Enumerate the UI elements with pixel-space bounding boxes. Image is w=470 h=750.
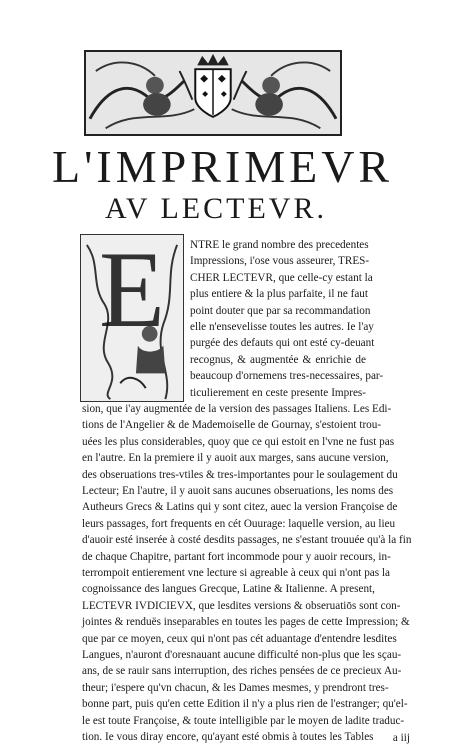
text-line: leurs passages, fort frequents en cét Ouurage: laquelle version, au lieu xyxy=(82,517,396,530)
text-line: purgée des defauts qui ont esté cy-deuant xyxy=(190,337,375,350)
text-line: Langues, n'auront d'oresnauant aucune difficulté non-plus que les sçau- xyxy=(82,649,402,661)
text-line: CHER LECTEVR, que celle-cy estant la xyxy=(190,271,373,284)
text-line: Autheurs Grecs & Latins qui y sont citez, auec la version Françoise de xyxy=(82,501,398,514)
text-line: de chaque Chapitre, partant fort incommode pour y auoir recours, in- xyxy=(82,550,391,563)
text-line: beaucoup d'ornemens tres-necessaires, par- xyxy=(190,370,384,383)
text-line: bonne part, puis qu'en cette Edition il n'y a plus rien de l'estranger; qu'el- xyxy=(82,698,408,711)
text-line: tion. Ie vous diray encore, qu'ayant esté obmis à toutes les Tables xyxy=(82,731,374,743)
page-subtitle: AV LECTEVR. xyxy=(105,192,327,225)
text-line: ticulierement en ceste presente Impres- xyxy=(190,386,366,399)
text-line: elle n'ensevelisse toutes les autres. Ie l'ay xyxy=(190,321,374,333)
text-line: Lecteur; En l'autre, il y auoit sans aucunes obseruations, les noms des xyxy=(82,485,394,497)
text-line: ans, de se rauir sans interruption, des riches pensées de ce precieux Au- xyxy=(82,665,402,678)
text-line: uées les plus considerables, quoy que ce qui estoit en l'vne ne fust pas xyxy=(82,435,395,448)
text-line: que par ce moyen, ceux qui n'ont pas cét aduantage d'entendre lesdites xyxy=(82,632,397,645)
text-line: NTRE le grand nombre des precedentes xyxy=(190,239,369,251)
text-line: cognoissance des langues Grecque, Latine & Italienne. A present, xyxy=(82,583,375,596)
text-line: terrompoit entierement vne lecture si agreable à ceux qui n'ont pas la xyxy=(82,567,390,579)
text-line: des obseruations tres-vtiles & tres-importantes pour le soulagement du xyxy=(82,468,398,481)
text-line: le est toute Françoise, & toute intelligible par le moyen de ladite traduc- xyxy=(82,714,405,727)
text-line: Impressions, i'ose vous asseurer, TRES- xyxy=(190,255,370,268)
text-line: point douter que par sa recommandation xyxy=(190,304,371,317)
text-line: LECTEVR IVDICIEVX, que lesdites versions & obseruatiōs sont con- xyxy=(82,599,401,612)
text-line: en l'autre. En la premiere il y auoit aux marges, sans aucune version, xyxy=(82,452,389,465)
text-line: plus entiere & la plus parfaite, il ne faut xyxy=(190,288,369,301)
page-title: L'IMPRIMEVR xyxy=(52,141,394,192)
decorated-initial xyxy=(80,234,184,402)
svg-text:E: E xyxy=(99,235,165,350)
text-line: recognus, & augmentée & enrichie de xyxy=(190,353,366,366)
text-line: theur; i'espere qu'vn chacun, & les Dames mesmes, y prendront tres- xyxy=(82,681,389,694)
text-line: tions de l'Angelier & de Mademoiselle de Gournay, s'estoient trou- xyxy=(82,419,382,432)
text-line: d'auoir esté inserée à costé desdits passages, ne s'estant trouuée qu'à la fin xyxy=(82,534,412,547)
text-line: jointes & renduës inseparables en toutes les pages de cette Impression; & xyxy=(82,616,410,629)
page-signature: a iij xyxy=(392,732,410,744)
decorated-initial-e-icon xyxy=(81,235,183,401)
ornamental-headpiece xyxy=(84,50,342,136)
headpiece-ornament-icon xyxy=(86,52,340,134)
text-line: sion, que i'ay augmentée de la version des passages Italiens. Les Edi- xyxy=(82,403,392,415)
